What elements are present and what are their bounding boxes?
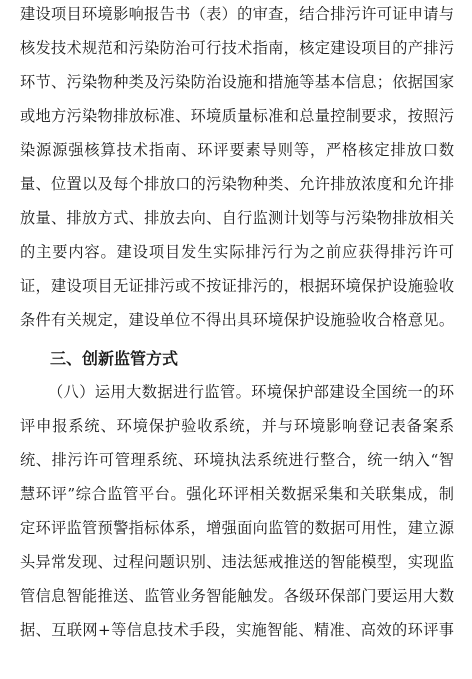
body-line: 量、位置以及每个排放口的污染物种类、允许排放浓度和允许排 [20, 175, 454, 193]
body-line: 证，建设项目无证排污或不按证排污的，根据环境保护设施验收 [20, 277, 454, 295]
body-line: 慧环评”综合监管平台。强化环评相关数据采集和关联集成，制 [20, 485, 454, 503]
body-line: 统、排污许可管理系统、环境执法系统进行整合，统一纳入“智 [20, 451, 454, 469]
body-line: 或地方污染物排放标准、环境质量标准和总量控制要求，按照污 [20, 107, 454, 125]
body-line: 环节、污染物种类及污染防治设施和措施等基本信息；依据国家 [20, 73, 454, 91]
body-line: 头异常发现、过程问题识别、违法惩戒推送的智能模型，实现监 [20, 553, 454, 571]
paragraph-8-lead: （八）运用大数据进行监管。 [48, 383, 252, 401]
body-line: 的主要内容。建设项目发生实际排污行为之前应获得排污许可 [20, 243, 454, 261]
body-line: 据、互联网+等信息技术手段，实施智能、精准、高效的环评事 [20, 621, 454, 639]
body-line: 条件有关规定，建设单位不得出具环境保护设施验收合格意见。 [20, 311, 454, 329]
section-heading: 三、创新监管方式 [50, 349, 179, 368]
paragraph-8-first-text: 环境保护部建设全国统一的环 [251, 383, 454, 401]
body-line: 建设项目环境影响报告书（表）的审查，结合排污许可证申请与 [20, 5, 454, 23]
body-line: 管信息智能推送、监管业务智能触发。各级环保部门要运用大数 [20, 587, 454, 605]
body-line: 定环评监管预警指标体系，增强面向监管的数据可用性，建立源 [20, 519, 454, 537]
body-line: 评申报系统、环境保护验收系统，并与环境影响登记表备案系 [20, 417, 454, 435]
body-line: 核发技术规范和污染防治可行技术指南，核定建设项目的产排污 [20, 39, 454, 57]
paragraph-8-first-line [20, 382, 454, 402]
body-line: 放量、排放方式、排放去向、自行监测计划等与污染物排放相关 [20, 209, 454, 227]
body-line: 染源源强核算技术指南、环评要素导则等，严格核定排放口数 [20, 141, 454, 159]
